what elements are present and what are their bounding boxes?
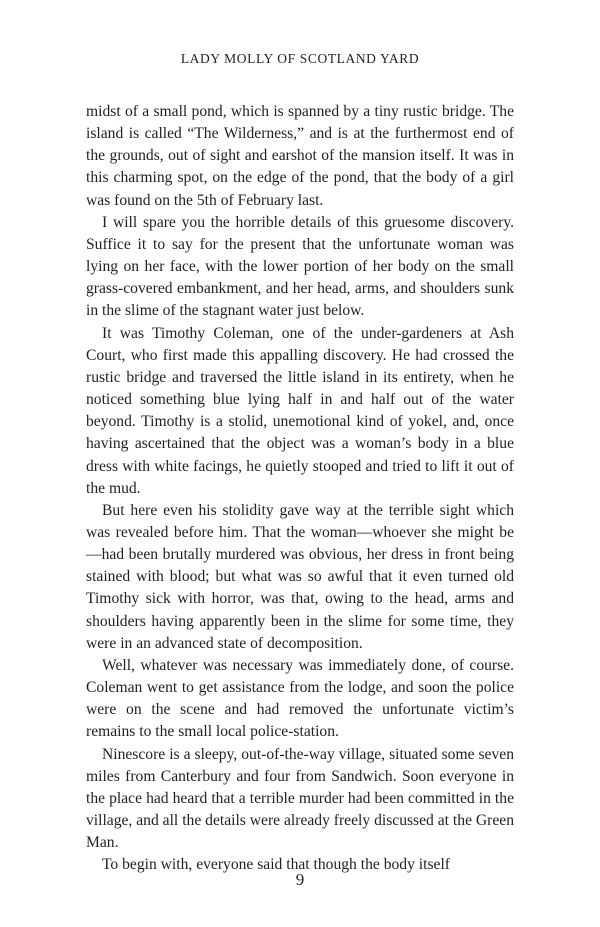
running-head: LADY MOLLY OF SCOTLAND YARD (180, 51, 420, 66)
paragraph: Well, whatever was necessary was immediately done, of course. Coleman went to get assistance from the lodge, and soon the police were on the scene and had removed the unfortunate victim’s remains to the small local police-station. (86, 656, 514, 741)
paragraph-continued: midst of a small pond, which is spanned by a tiny rustic bridge. The island is called “The Wilderness,” and is at the furthermost end of the grounds, out of sight and earshot of the mansion itself. It was in this charming spot, on the edge of the pond, that the body of a girl was found on the 5th of February last. (86, 103, 514, 209)
paragraph: Ninescore is a sleepy, out-of-the-way village, situated some seven miles from Canterbury and four from Sandwich. Soon everyone in the place had heard that a terrible murder had been committed in the village, and all the details were already freely discussed at the Green Man. (86, 745, 514, 852)
page-number: 9 (295, 870, 305, 889)
paragraph: But here even his stolidity gave way at the terrible sight which was revealed before him. That the woman—whoever she might be—had been brutally murdered was obvious, her dress in front being stained with blood; but what was so awful that it even turned old Timothy sick with horror, was that, owing to the head, arms and shoulders having apparently been in the slime for some time, they were in an advanced state of decomposition. (86, 501, 514, 652)
paragraph: To begin with, everyone said that though the body itself (102, 856, 450, 874)
paragraph: I will spare you the horrible details of this gruesome discovery. Suffice it to say for the present that the unfortunate woman was lying on her face, with the lower portion of her body on the small grass-covered embankment, and her head, arms, and shoulders sunk in the slime of the stagnant water just below. (86, 213, 514, 320)
paragraph: It was Timothy Coleman, one of the under-gardeners at Ash Court, who first made this appalling discovery. He had crossed the rustic bridge and traversed the little island in its entirety, when he noticed something blue lying half in and half out of the water beyond. Timothy is a stolid, unemotional kind of yokel, and, once having ascertained that the object was a woman’s body in a blue dress with white facings, he quietly stooped and tried to lift it out of the mud. (86, 324, 514, 497)
body-text (86, 101, 514, 876)
